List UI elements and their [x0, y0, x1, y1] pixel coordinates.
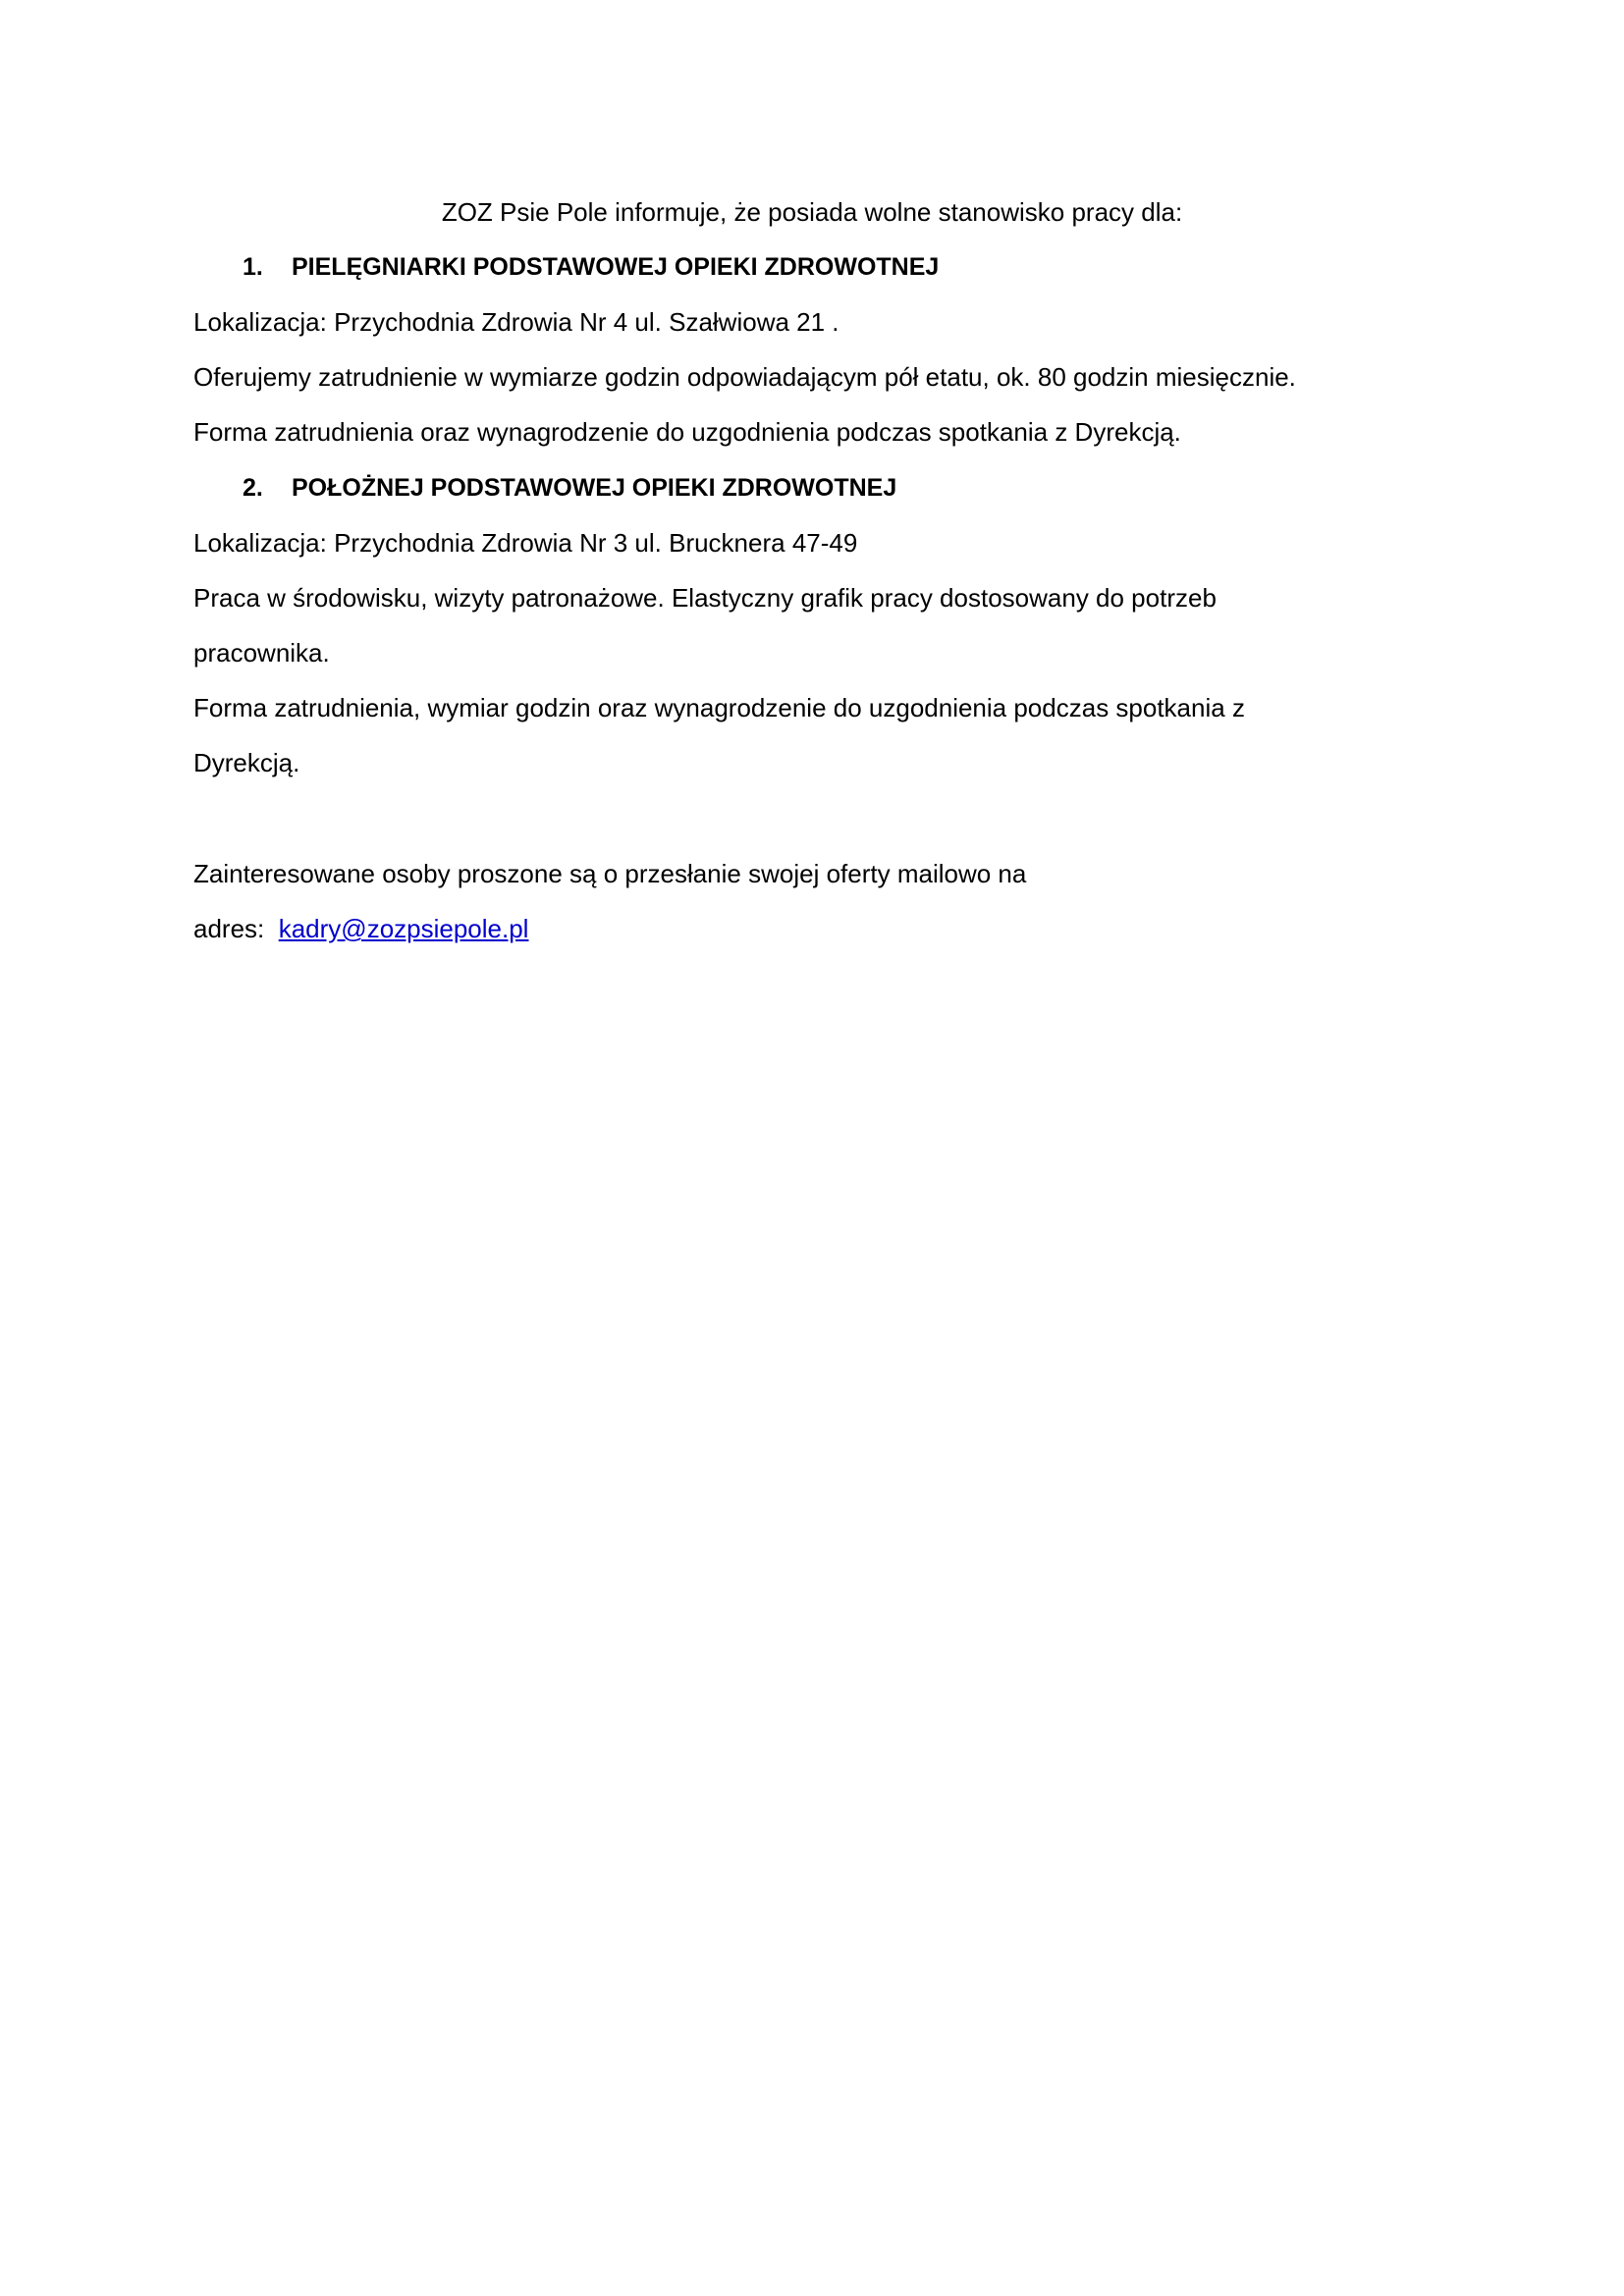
- position-1-title: PIELĘGNIARKI PODSTAWOWEJ OPIEKI ZDROWOTNEJ: [292, 253, 940, 281]
- position-2-number: 2.: [243, 474, 263, 502]
- closing-text: Zainteresowane osoby proszone są o przesłanie swojej oferty mailowo na: [193, 859, 1027, 888]
- position-2-terms-cont: Dyrekcją.: [193, 748, 300, 777]
- position-2-description-cont: pracownika.: [193, 638, 330, 667]
- position-2-location: Lokalizacja: Przychodnia Zdrowia Nr 3 ul. Brucknera 47-49: [193, 528, 858, 558]
- address-label: adres:: [193, 914, 265, 943]
- position-1-hours: Oferujemy zatrudnienie w wymiarze godzin odpowiadającym pół etatu, ok. 80 godzin miesięcznie.: [193, 362, 1296, 392]
- intro-text: ZOZ Psie Pole informuje, że posiada wolne stanowisko pracy dla:: [441, 197, 1183, 227]
- position-2-terms: Forma zatrudnienia, wymiar godzin oraz wynagrodzenie do uzgodnienia podczas spotkania z: [193, 693, 1245, 722]
- position-2-title: POŁOŻNEJ PODSTAWOWEJ OPIEKI ZDROWOTNEJ: [292, 474, 897, 502]
- position-2-description: Praca w środowisku, wizyty patronażowe. Elastyczny grafik pracy dostosowany do potrzeb: [193, 583, 1217, 613]
- position-1-location: Lokalizacja: Przychodnia Zdrowia Nr 4 ul. Szałwiowa 21 .: [193, 307, 839, 337]
- position-2-heading: [243, 472, 896, 504]
- position-1-number: 1.: [243, 253, 263, 281]
- position-1-terms: Forma zatrudnienia oraz wynagrodzenie do uzgodnienia podczas spotkania z Dyrekcją.: [193, 417, 1181, 447]
- email-link[interactable]: kadry@zozpsiepole.pl: [278, 914, 529, 943]
- closing-address-line: [193, 913, 528, 944]
- position-1-heading: [243, 251, 939, 283]
